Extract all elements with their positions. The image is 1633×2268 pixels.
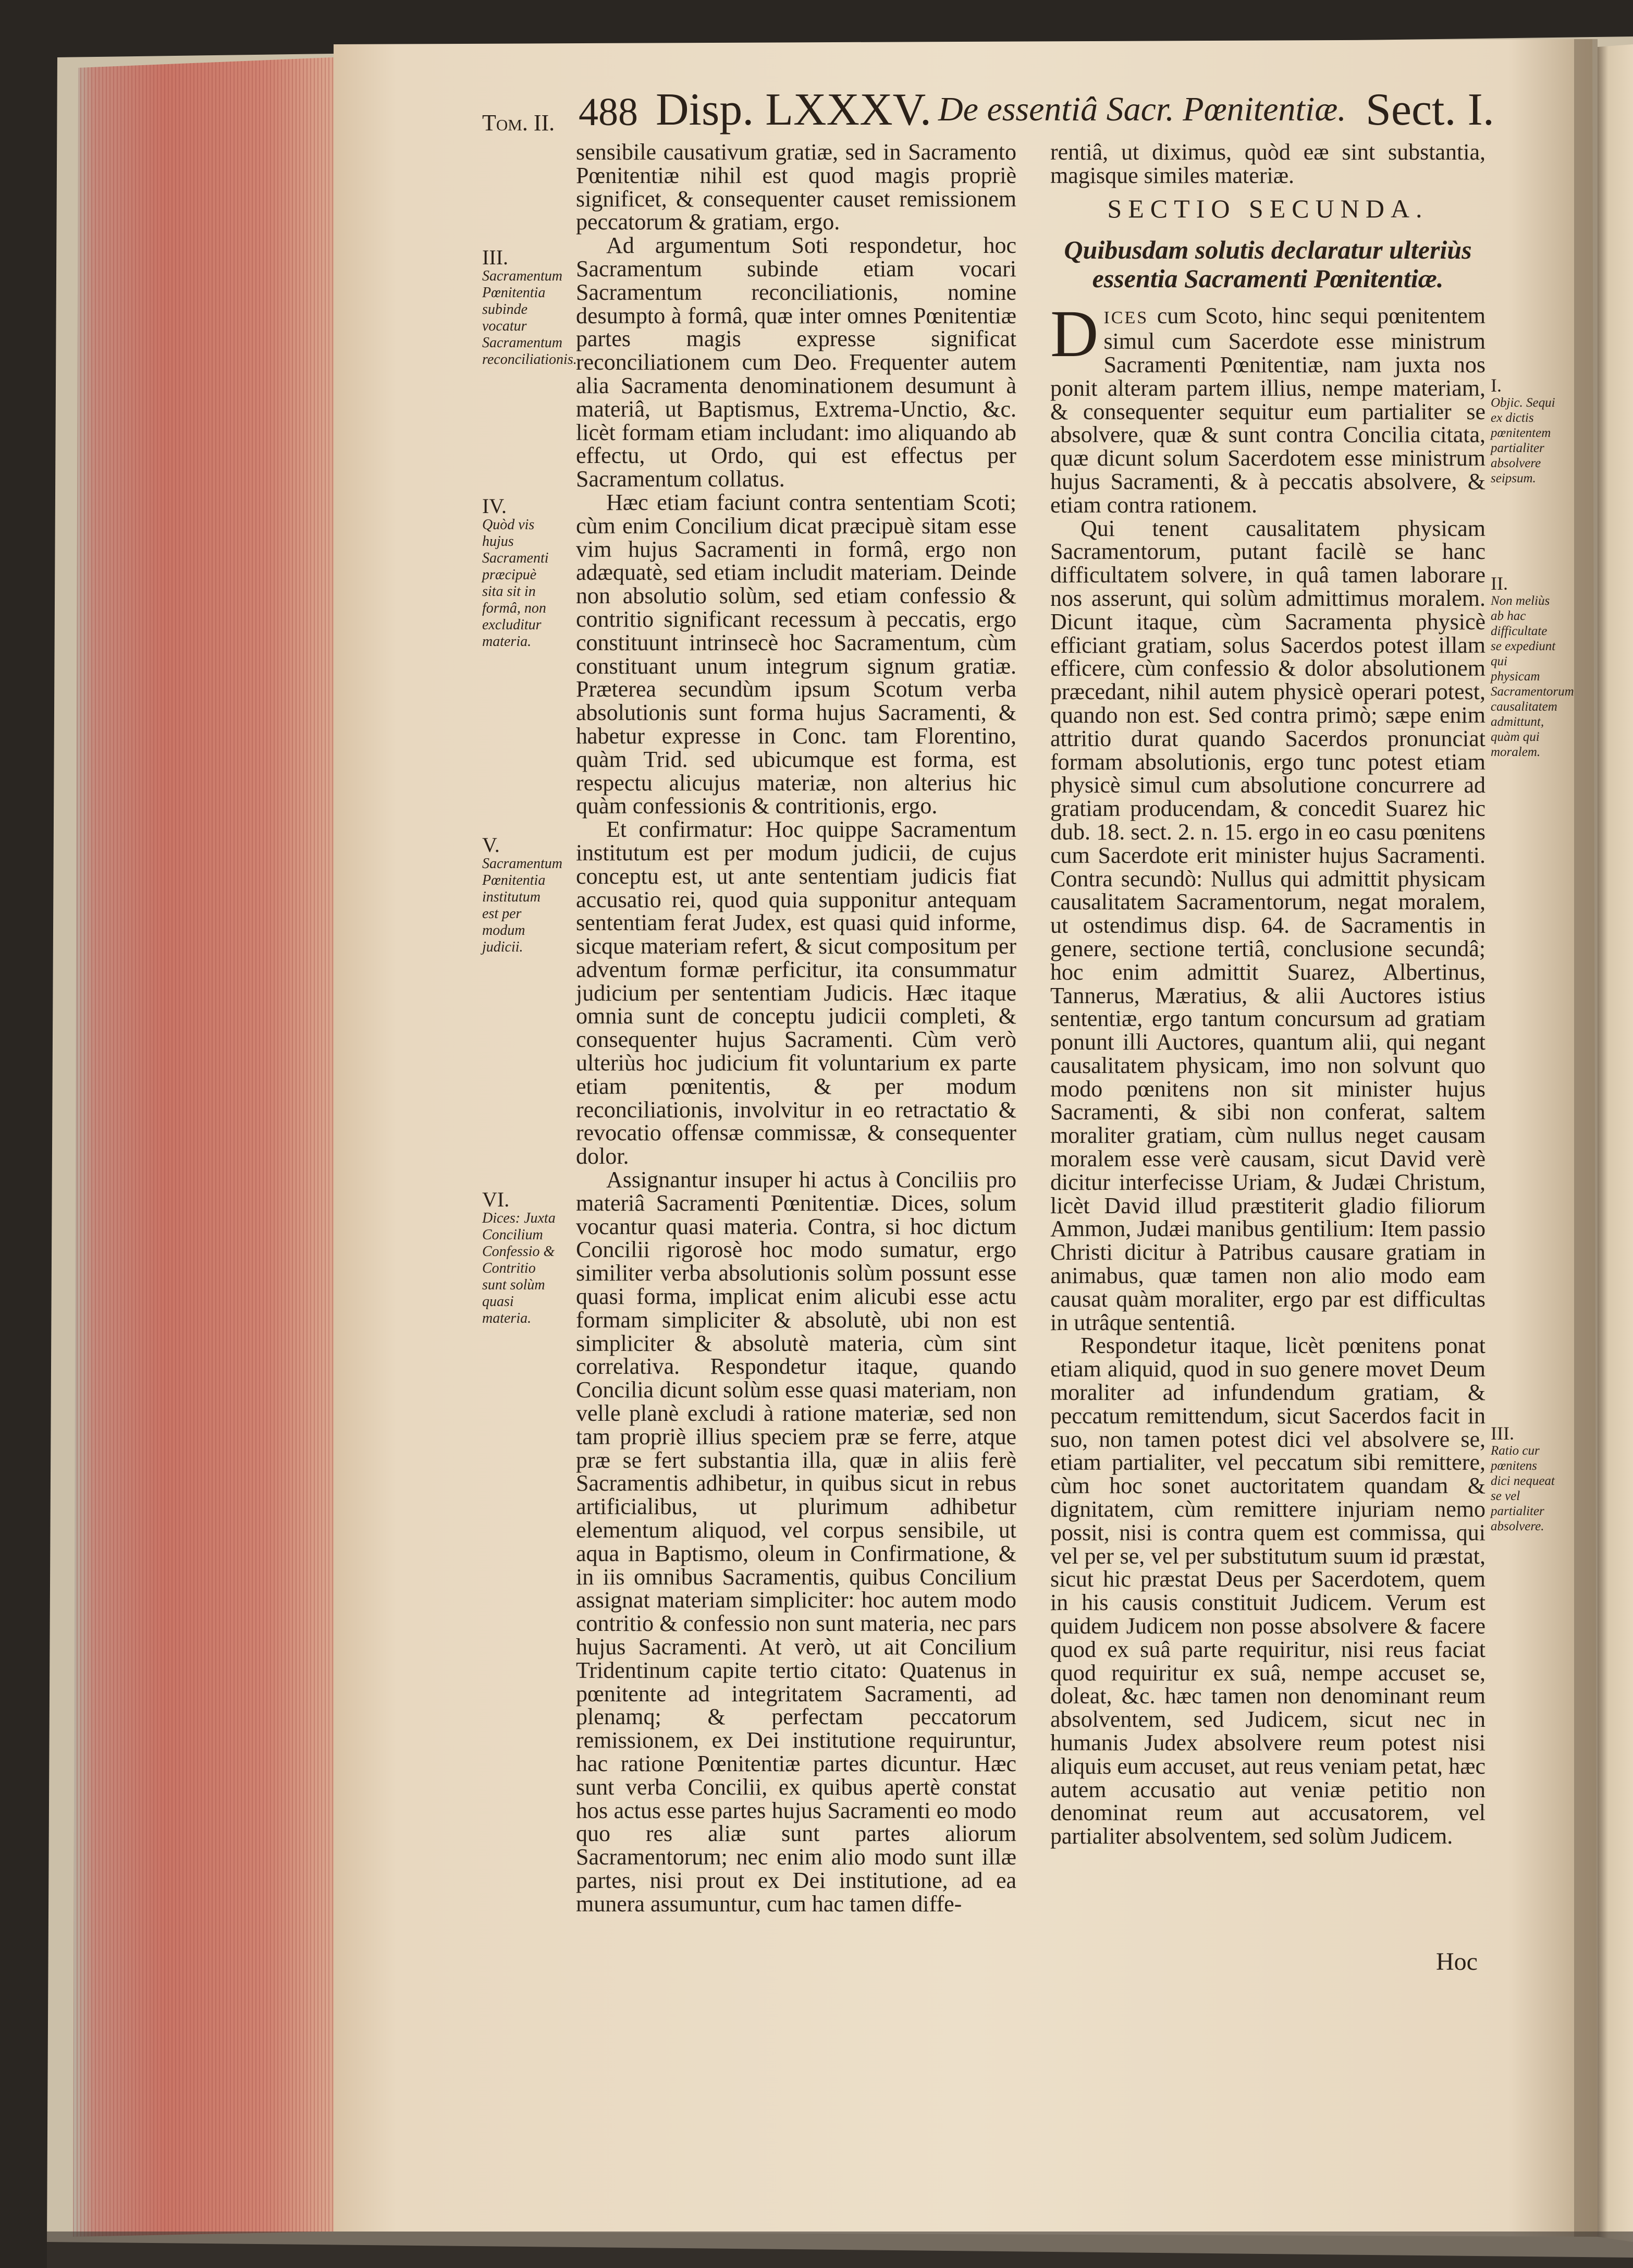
paragraph: Qui tenent causalitatem physicam Sacramentorum, putant facilè se hanc difficultatem solvere, in quâ tamen laborare nos asserunt, qui solùm admittimus moralem. Dicunt itaque, cùm Sacramenta physicè efficiant gratiam, solus Sacerdos potest illam efficere, cùm confessio & dolor absolutionem præcedant, nihil autem physicè operari potest, quando non est. Sed contra primò; sæpe enim attritio durat quando Sacerdos pronunciat formam absolutionis, ergo tunc potest etiam physicè simul cum absolutione concurrere ad gratiam producendam, & concedit Suarez hic dub. 18. sect. 2. n. 15. ergo in eo casu pœnitens cum Sacerdote erit minister hujus Sacramenti. Contra secundò: Nullus qui admittit physicam causalitatem Sacramentorum, negat moralem, ut ostendimus disp. 64. de Sacramentis in genere, sectione tertiâ, conclusione secundâ; hoc enim admittit Suarez, Albertinus, Tannerus, Mæratius, & alii Auctores istius sententiæ, ergo tantum concursum ad gratiam ponunt illi Auctores, quantum alii, qui negant causalitatem physicam, imo non solvunt quo modo pœnitens non sit minister hujus Sacramenti, & sibi non conferat, saltem moraliter gratiam, cùm nullus neget causam moralem esse verè causam, sicut David verè dicitur interfecisse Uriam, & Judæi Christum, licèt David illud præstiterit gladio filiorum Ammon, Judæi manibus gentilium: Item passio Christi dicitur à Patribus causare gratiam in animabus, quæ tamen non alio modo eam causat quàm moraliter, ergo par est difficultas in utrâque sententiâ. xyxy=(1050,515,1485,1335)
margin-note-number: III. xyxy=(482,246,508,269)
margin-note-number: I. xyxy=(1491,375,1502,396)
margin-note-number: III. xyxy=(1491,1423,1514,1444)
paragraph: rentiâ, ut diximus, quòd eæ sint substantia, magisque similes materiæ. xyxy=(1050,139,1485,188)
margin-note-number: VI. xyxy=(482,1188,510,1211)
left-text-column xyxy=(576,141,1016,1916)
paragraph: Hæc etiam faciunt contra sententiam Scoti; cùm enim Concilium dicat præcipuè sitam esse vim hujus Sacramenti in formâ, ergo non adæquatè, sed etiam includit materiam. Deinde non absolutio solùm, sed etiam confessio & contritio significant recessum à peccatis, ergo constituunt intrinsecè hoc Sacramentum, cùm constituant unum integrum signum gratiæ. Præterea secundùm ipsum Scotum verba absolutionis sunt forma hujus Sacramenti, & habetur expresse in Conc. tam Florentino, quàm Trid. sed ubicumque est forma, est respectu alicujus materiæ, non alterius hic quàm confessionis & contritionis, ergo. xyxy=(576,489,1016,819)
margin-note-text: Objic. Sequi ex dictis pœnitentem partialiter absolvere seipsum. xyxy=(1491,396,1555,485)
margin-note-text: Sacramentum Pœnitentia subinde vocatur Sacramentum reconciliationis. xyxy=(482,268,577,368)
section-heading: SECTIO SECUNDA. xyxy=(1107,193,1429,223)
paragraph: Respondetur itaque, licèt pœnitens ponat etiam aliquid, quod in suo genere movet Deum moraliter ad infundendum gratiam, & peccatum remittendum, sicut Sacerdos facit in suo, non tamen potest dici vel absolvere se, etiam partialiter, vel peccatum sibi remittere, cùm hoc sonet auctoritatem quandam & dignitatem, cùm remittere injuriam nemo possit, nisi is contra quem est commissa, qui vel per se, vel per substitutum suum id præstat, sicut hic præstat Deus per Sacerdotem, quem in his causis constituit Judicem. Verum est quidem Judicem non posse absolvere & facere quod ex suâ parte requiritur, nisi reus faciat quod requiritur ex suâ, nempe accuset se, doleat, &c. hæc tamen non denominant reum absolventem, sed Judicem, sicut nec in humanis Judex absolvere reum potest nisi aliquis eum accuset, aut reus veniam petat, hæc autem accusatio aut veniæ petitio non denominat reum aut accusatorem, vel partialiter absolventem, sed solùm Judicem. xyxy=(1050,1333,1485,1849)
paragraph xyxy=(1050,297,1486,518)
margin-note-r2 xyxy=(1491,573,1574,760)
paragraph-text: cum Scoto, hinc sequi pœnitentem simul cum Sacerdote esse ministrum Sacramenti Pœnitentiæ, nam juxta nos ponit alteram partem illius, nempe materiam, & consequenter sequitur eum partialiter se absolvere, quæ & sunt contra Concilia citata, quæ dicunt solum Sacerdotem esse ministrum hujus Sacramenti, & à peccatis absolvere, & etiam contra rationem. xyxy=(1050,303,1486,518)
margin-note-text: Quòd vis hujus Sacramenti præcipuè sita sit in formâ, non excluditur materia. xyxy=(482,517,549,650)
margin-note-number: II. xyxy=(1491,573,1508,594)
paragraph: sensibile causativum gratiæ, sed in Sacramento Pœnitentiæ nihil est quod magis propriè significet, & consequenter causet remissionem peccatorum & gratiam, ergo. xyxy=(576,139,1016,235)
margin-note-6 xyxy=(482,1188,560,1327)
page-number: 488 xyxy=(579,90,638,134)
margin-note-text: Sacramentum Pœnitentia institutum est per modum judicii. xyxy=(482,856,562,955)
margin-note-number: V. xyxy=(482,833,500,857)
paragraph: Et confirmatur: Hoc quippe Sacramentum institutum est per modum judicii, de cujus conceptu est, ut ante sententiam judicis fiat accusatio rei, quod quia supponitur antequam sententiam ferat Judex, est quasi quid informe, sicque materiam refert, & sicut compositum per adventum formæ perficitur, ita consummatur judicium per sententiam Judicis. Hæc itaque omnia sunt de conceptu judicii completi, & consequenter hujus Sacramenti. Cùm verò ulteriùs hoc judicium fit voluntarium ex parte etiam pœnitentis, & per modum reconciliationis, involvitur in eo retractatio & revocatio offensæ commissæ, & consequenter dolor. xyxy=(576,816,1016,1169)
running-subject: De essentiâ Sacr. Pœnitentiæ. xyxy=(938,90,1346,128)
paragraph: Ad argumentum Soti respondetur, hoc Sacramentum subinde etiam vocari Sacramentum reconciliationis, nomine desumpto à formâ, quæ inter omnes Pœnitentiæ partes magis expresse significat reconciliationem cum Deo. Frequenter autem alia Sacramenta denominationem desumunt à materiâ, ut Baptismus, Extrema-Unctio, &c. licèt formam etiam includant: imo aliquando ab effectu, ut Ordo, qui est effectus per Sacramentum collatus. xyxy=(576,233,1016,492)
disputation-label: Disp. LXXXV. xyxy=(656,84,931,135)
margin-note-4 xyxy=(482,494,560,650)
first-word-smallcaps: ICES xyxy=(1103,308,1149,328)
section-label: Sect. I. xyxy=(1366,84,1494,135)
margin-note-r1 xyxy=(1491,375,1558,486)
right-text-column xyxy=(1050,141,1485,1848)
margin-note-text: Ratio cur pœnitens dici nequeat se vel partialiter absolvere. xyxy=(1491,1444,1555,1533)
margin-note-5 xyxy=(482,833,562,956)
margin-note-r3 xyxy=(1491,1423,1558,1534)
margin-note-3 xyxy=(482,246,577,368)
paragraph: Assignantur insuper hi actus à Conciliis pro materiâ Sacramenti Pœnitentiæ. Dices, solum vocantur quasi materia. Contra, si hoc dictum Concilii rigorosè hoc modo sumatur, ergo similiter verba absolutionis solùm possunt esse quasi forma, implicat enim alicubi esse actu formam simpliciter & absolutè, ubi non est simpliciter & absolutè materia, cùm sint correlativa. Respondetur itaque, quando Concilia dicunt solùm esse quasi materiam, non velle planè excludi à ratione materiæ, sed non tam propriè illius speciem præ se ferre, atque præ se fert substantia illa, quæ in aliis ferè Sacramentis adhibetur, in quibus sicut in rebus artificialibus, ut plurimum adhibetur elementum aliquod, vel corpus sensibile, ut aqua in Baptismo, oleum in Confirmatione, & in iis omnibus Sacramentis, quibus Concilium assignat materiam simpliciter: hoc autem modo contritio & confessio non sunt materia, nec pars hujus Sacramenti. At verò, ut ait Concilium Tridentinum capite tertio citato: Quatenus in pœnitente ad integritatem Sacramenti, ad plenamq; & perfectam peccatorum remissionem, ex Dei institutione requiruntur, hac ratione Pœnitentiæ partes dicuntur. Hæc sunt verba Concilii, ex quibus apertè constat hos actus esse partes hujus Sacramenti eo modo quo res aliæ sunt partes aliorum Sacramentorum; nec enim alio modo sunt illæ partes, nisi prout ex Dei institutione, ad ea munera assumuntur, cum hac tamen diffe- xyxy=(576,1167,1016,1917)
section-title: Quibusdam solutis declaratur ulteriùs essentia Sacramenti Pœnitentiæ. xyxy=(1064,235,1472,294)
margin-note-text: Non meliùs ab hac difficultate se expediunt qui physicam Sacramentorum causalitatem admittunt, quàm qui moralem. xyxy=(1491,594,1574,759)
margin-note-text: Dices: Juxta Concilium Confessio & Contritio sunt solùm quasi materia. xyxy=(482,1210,556,1326)
drop-cap: D xyxy=(1050,297,1099,371)
catchword: Hoc xyxy=(1436,1948,1478,1976)
tome-label: Tom. II. xyxy=(482,110,555,136)
margin-note-number: IV. xyxy=(482,494,507,518)
